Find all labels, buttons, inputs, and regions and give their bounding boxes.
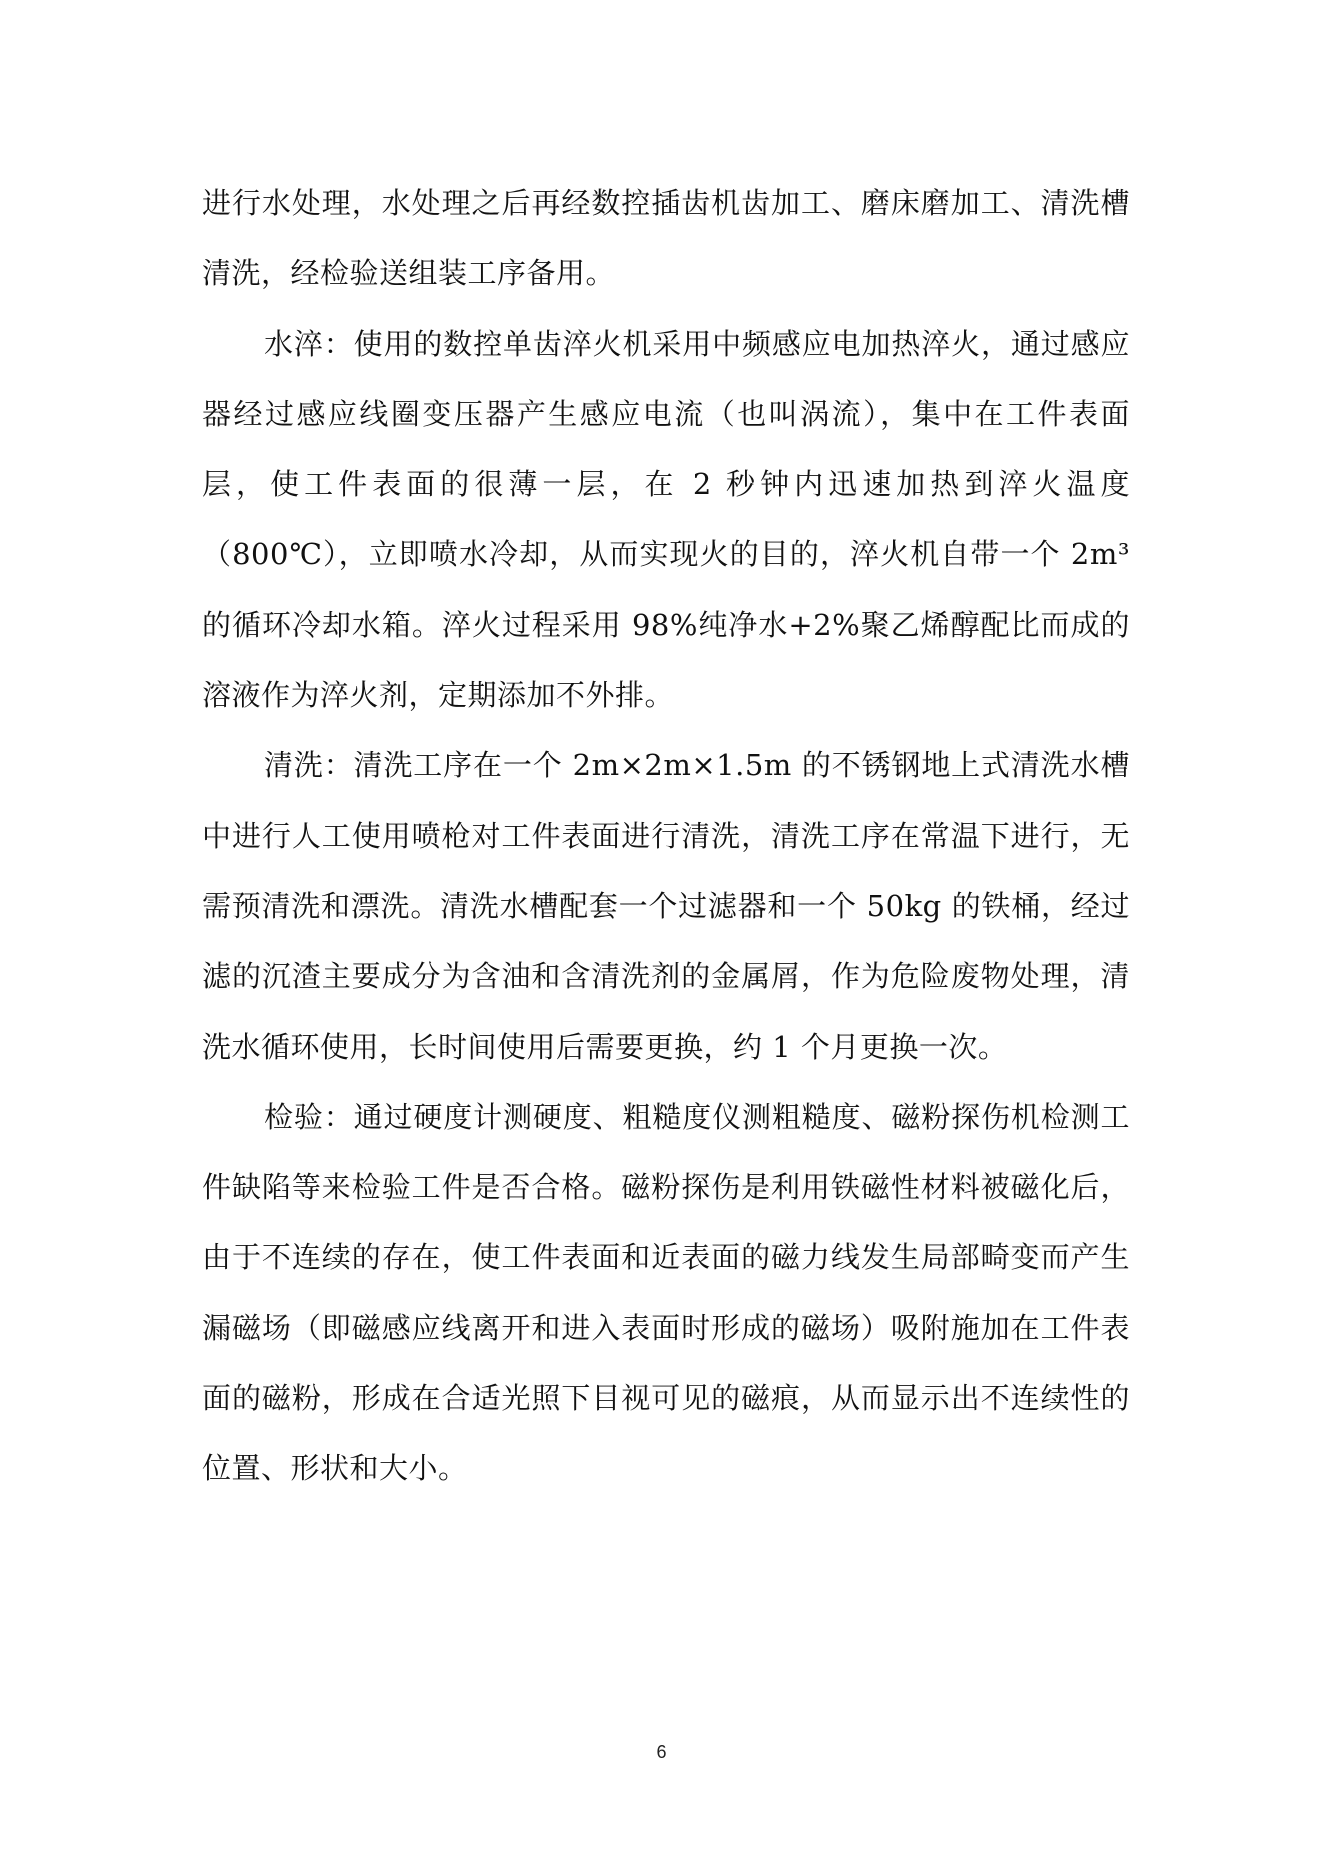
page-number: 6: [656, 1742, 667, 1762]
paragraph-continuation: 进行水处理，水处理之后再经数控插齿机齿加工、磨床磨加工、清洗槽清洗，经检验送组装工序备用。: [202, 186, 1130, 291]
paragraph-cleaning: 清洗：清洗工序在一个 2m×2m×1.5m 的不锈钢地上式清洗水槽中进行人工使用喷枪对工件表面进行清洗，清洗工序在常温下进行，无需预清洗和漂洗。清洗水槽配套一个过滤器和一个 50kg 的铁桶，经过滤的沉渣主要成分为含油和含清洗剂的金属屑，作为危险废物处理，清洗水循环使用，长时间使用后需要更换，约 1 个月更换一次。: [202, 748, 1130, 1064]
paragraph-inspection: 检验：通过硬度计测硬度、粗糙度仪测粗糙度、磁粉探伤机检测工件缺陷等来检验工件是否合格。磁粉探伤是利用铁磁性材料被磁化后，由于不连续的存在，使工件表面和近表面的磁力线发生局部畸变而产生漏磁场（即磁感应线离开和进入表面时形成的磁场）吸附施加在工件表面的磁粉，形成在合适光照下目视可见的磁痕，从而显示出不连续性的位置、形状和大小。: [202, 1099, 1130, 1486]
page-body: [202, 168, 1130, 1504]
paragraph-water-quenching: 水淬：使用的数控单齿淬火机采用中频感应电加热淬火，通过感应器经过感应线圈变压器产生感应电流（也叫涡流），集中在工件表面层，使工件表面的很薄一层，在 2 秒钟内迅速加热到淬火温度（800℃），立即喷水冷却，从而实现火的目的，淬火机自带一个 2m³的循环冷却水箱。淬火过程采用 98%纯净水+2%聚乙烯醇配比而成的溶液作为淬火剂，定期添加不外排。: [202, 326, 1130, 713]
